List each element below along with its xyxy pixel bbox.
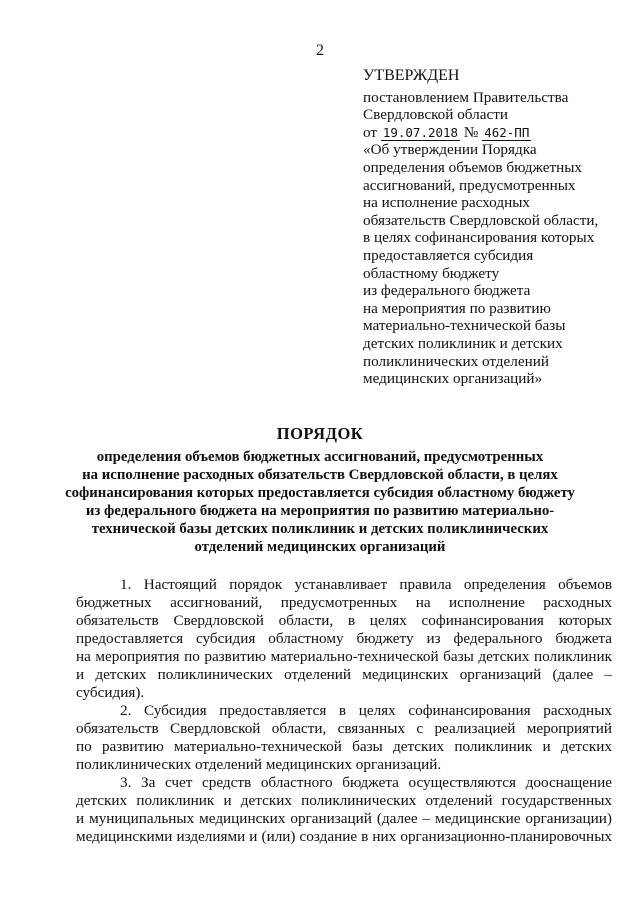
- page-number: 2: [316, 42, 324, 59]
- resolution-line: «Об утверждении Порядка: [363, 141, 537, 159]
- title-line: на исполнение расходных обязательств Свердловской области, в целях: [82, 467, 558, 483]
- paragraph-line: медицинскими изделиями и (или) создание в них организационно-планировочных: [76, 828, 612, 845]
- approval-heading: УТВЕРЖДЕН: [363, 67, 460, 84]
- paragraph-line: и детских поликлинических отделений медицинских организаций (далее –: [76, 666, 612, 683]
- paragraph-2: [76, 702, 612, 774]
- resolution-line: поликлинических отделений: [363, 352, 549, 370]
- paragraph-line: детских поликлиник и детских поликлинических отделений государственных: [76, 792, 612, 809]
- document-title: ПОРЯДОК: [276, 424, 364, 443]
- paragraph-line: 3. За счет средств областного бюджета осуществляются дооснащение: [120, 774, 612, 791]
- approval-line: постановлением Правительства: [363, 88, 569, 106]
- resolution-line: материально-технической базы: [363, 317, 566, 335]
- document-body: [76, 576, 612, 846]
- paragraph-line: предоставляется субсидия областному бюджету из федерального бюджета: [76, 630, 612, 647]
- approval-block: [363, 67, 628, 388]
- paragraph-1: [76, 576, 612, 702]
- paragraph-line: обязательств Свердловской области, связанных с реализацией мероприятий: [76, 720, 612, 737]
- paragraph-line: бюджетных ассигнований, предусмотренных на исполнение расходных: [76, 594, 612, 611]
- document-title-block: [40, 424, 600, 556]
- resolution-line: детских поликлиник и детских: [363, 334, 563, 352]
- paragraph-line: субсидия).: [76, 684, 145, 701]
- paragraph-line: по развитию материально-технической базы детских поликлиник и детских: [76, 738, 612, 755]
- paragraph-line: 2. Субсидия предоставляется в целях софинансирования расходных: [120, 702, 612, 719]
- paragraph-3: [76, 774, 612, 846]
- resolution-line: областному бюджету: [363, 264, 500, 282]
- title-line: определения объемов бюджетных ассигнований, предусмотренных: [96, 449, 544, 465]
- resolution-line: ассигнований, предусмотренных: [363, 176, 576, 194]
- approval-line: Свердловской области: [363, 106, 508, 124]
- number-prefix: №: [463, 123, 479, 141]
- paragraph-line: поликлинических отделений медицинских организаций.: [76, 756, 442, 773]
- resolution-line: медицинских организаций»: [363, 370, 543, 388]
- title-line: из федерального бюджета на мероприятия по развитию материально-: [85, 503, 555, 519]
- paragraph-line: 1. Настоящий порядок устанавливает правила определения объемов: [120, 576, 612, 593]
- approval-date-line: [363, 124, 628, 142]
- resolution-line: в целях софинансирования которых: [363, 229, 595, 247]
- approval-number: 462-ПП: [484, 124, 530, 140]
- paragraph-line: на мероприятия по развитию материально-технической базы детских поликлиник: [76, 648, 612, 665]
- resolution-line: на мероприятия по развитию: [363, 299, 551, 317]
- paragraph-line: и муниципальных медицинских организаций (далее – медицинские организации): [76, 810, 612, 827]
- resolution-line: предоставляется субсидия: [363, 246, 534, 264]
- approval-date: 19.07.2018: [382, 124, 459, 140]
- resolution-line: определения объемов бюджетных: [363, 158, 583, 176]
- resolution-line: на исполнение расходных: [363, 194, 530, 212]
- resolution-line: из федерального бюджета: [363, 282, 531, 300]
- title-line: софинансирования которых предоставляется субсидия областному бюджету: [65, 485, 575, 501]
- title-line: отделений медицинских организаций: [194, 539, 446, 555]
- date-prefix: от: [363, 123, 378, 141]
- paragraph-line: обязательств Свердловской области, в целях софинансирования которых: [76, 612, 612, 629]
- title-line: технической базы детских поликлиник и детских поликлинических: [91, 521, 549, 537]
- resolution-line: обязательств Свердловской области,: [363, 211, 599, 229]
